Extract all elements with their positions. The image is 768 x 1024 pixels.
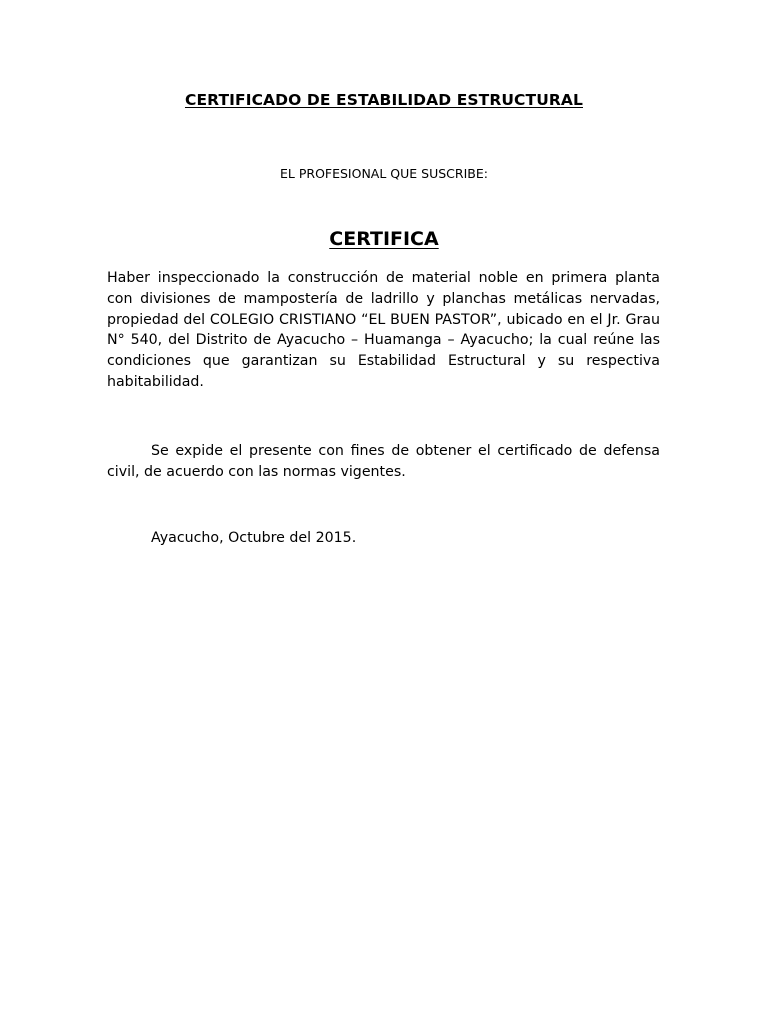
body-paragraph-purpose: Se expide el presente con fines de obtener el certificado de defensa civil, de acuerdo con las normas vigentes. [107,443,660,480]
certifica-heading: CERTIFICA [329,228,439,250]
document-title: CERTIFICADO DE ESTABILIDAD ESTRUCTURAL [184,91,583,109]
intro-line: EL PROFESIONAL QUE SUSCRIBE: [280,166,488,181]
body-paragraph-inspection: Haber inspeccionado la construcción de material noble en primera planta con divisiones de mampostería de ladrillo y planchas metálicas nervadas, propiedad del COLEGIO CRISTIANO “EL BUEN PASTOR”, ubicado en el Jr. Grau N° 540, del Distrito de Ayacucho – Huamanga – Ayacucho; la cual reúne las condiciones que garantizan su Estabilidad Estructural y su respectiva habitabilidad. [107,270,660,390]
date-line: Ayacucho, Octubre del 2015. [151,530,357,546]
